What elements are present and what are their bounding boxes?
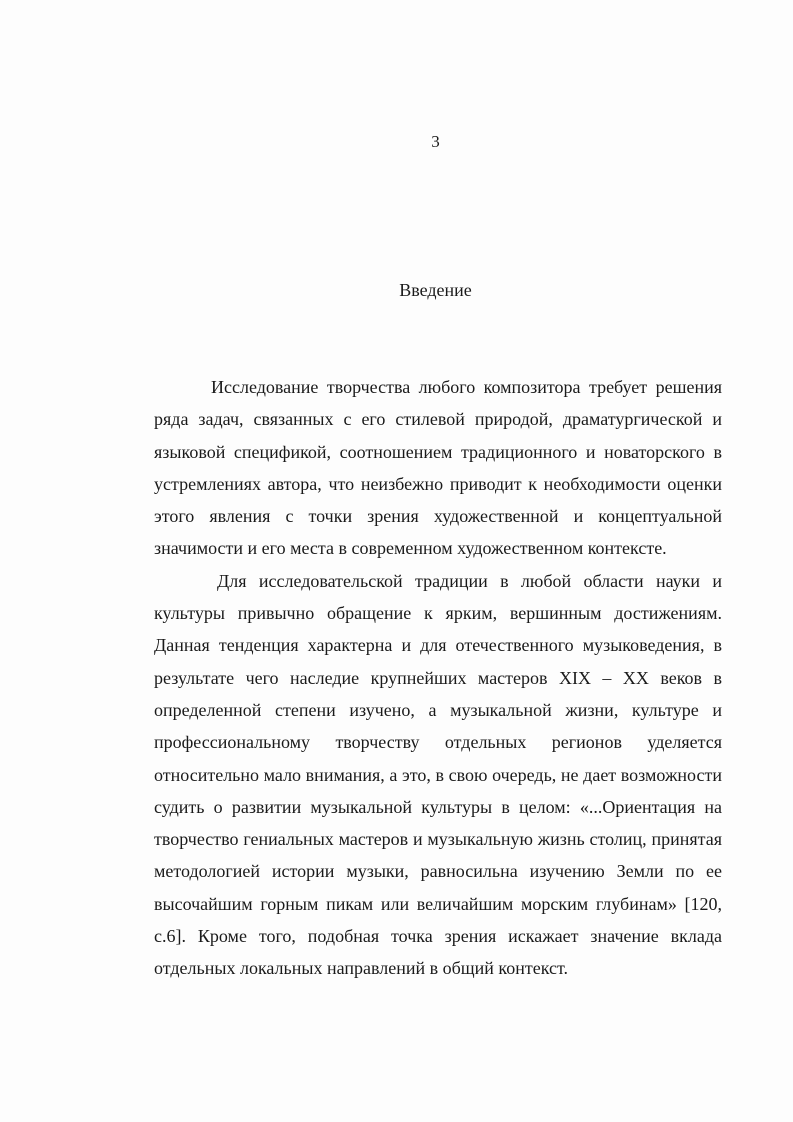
section-heading: Введение <box>399 280 472 300</box>
paragraph: Для исследовательской традиции в любой области науки и культуры привычно обращение к ярким, вершинным достижениям. Данная тенденция характерна и для отечественного музыковедения, в результате чего наследие крупнейших мастеров XIX – XX веков в определенной степени изучено, а музыкальной жизни, культуре и профессиональному творчеству отдельных регионов уделяется относительно мало внимания, а это, в свою очередь, не дает возможности судить о развитии музыкальной культуры в целом: «...Ориентация на творчество гениальных мастеров и музыкальную жизнь столиц, принятая методологией истории музыки, равносильна изучению Земли по ее высочайшим горным пикам или величайшим морским глубинам» [120, с.6]. Кроме того, подобная точка зрения искажает значение вклада отдельных локальных направлений в общий контекст. <box>154 570 722 979</box>
body-text <box>154 371 722 985</box>
page-number: 3 <box>431 132 440 151</box>
paragraph: Исследование творчества любого композитора требует решения ряда задач, связанных с его стилевой природой, драматургической и языковой спецификой, соотношением традиционного и новаторского в устремлениях автора, что неизбежно приводит к необходимости оценки этого явления с точки зрения художественной и концептуальной значимости и его места в современном художественном контексте. <box>154 377 722 559</box>
